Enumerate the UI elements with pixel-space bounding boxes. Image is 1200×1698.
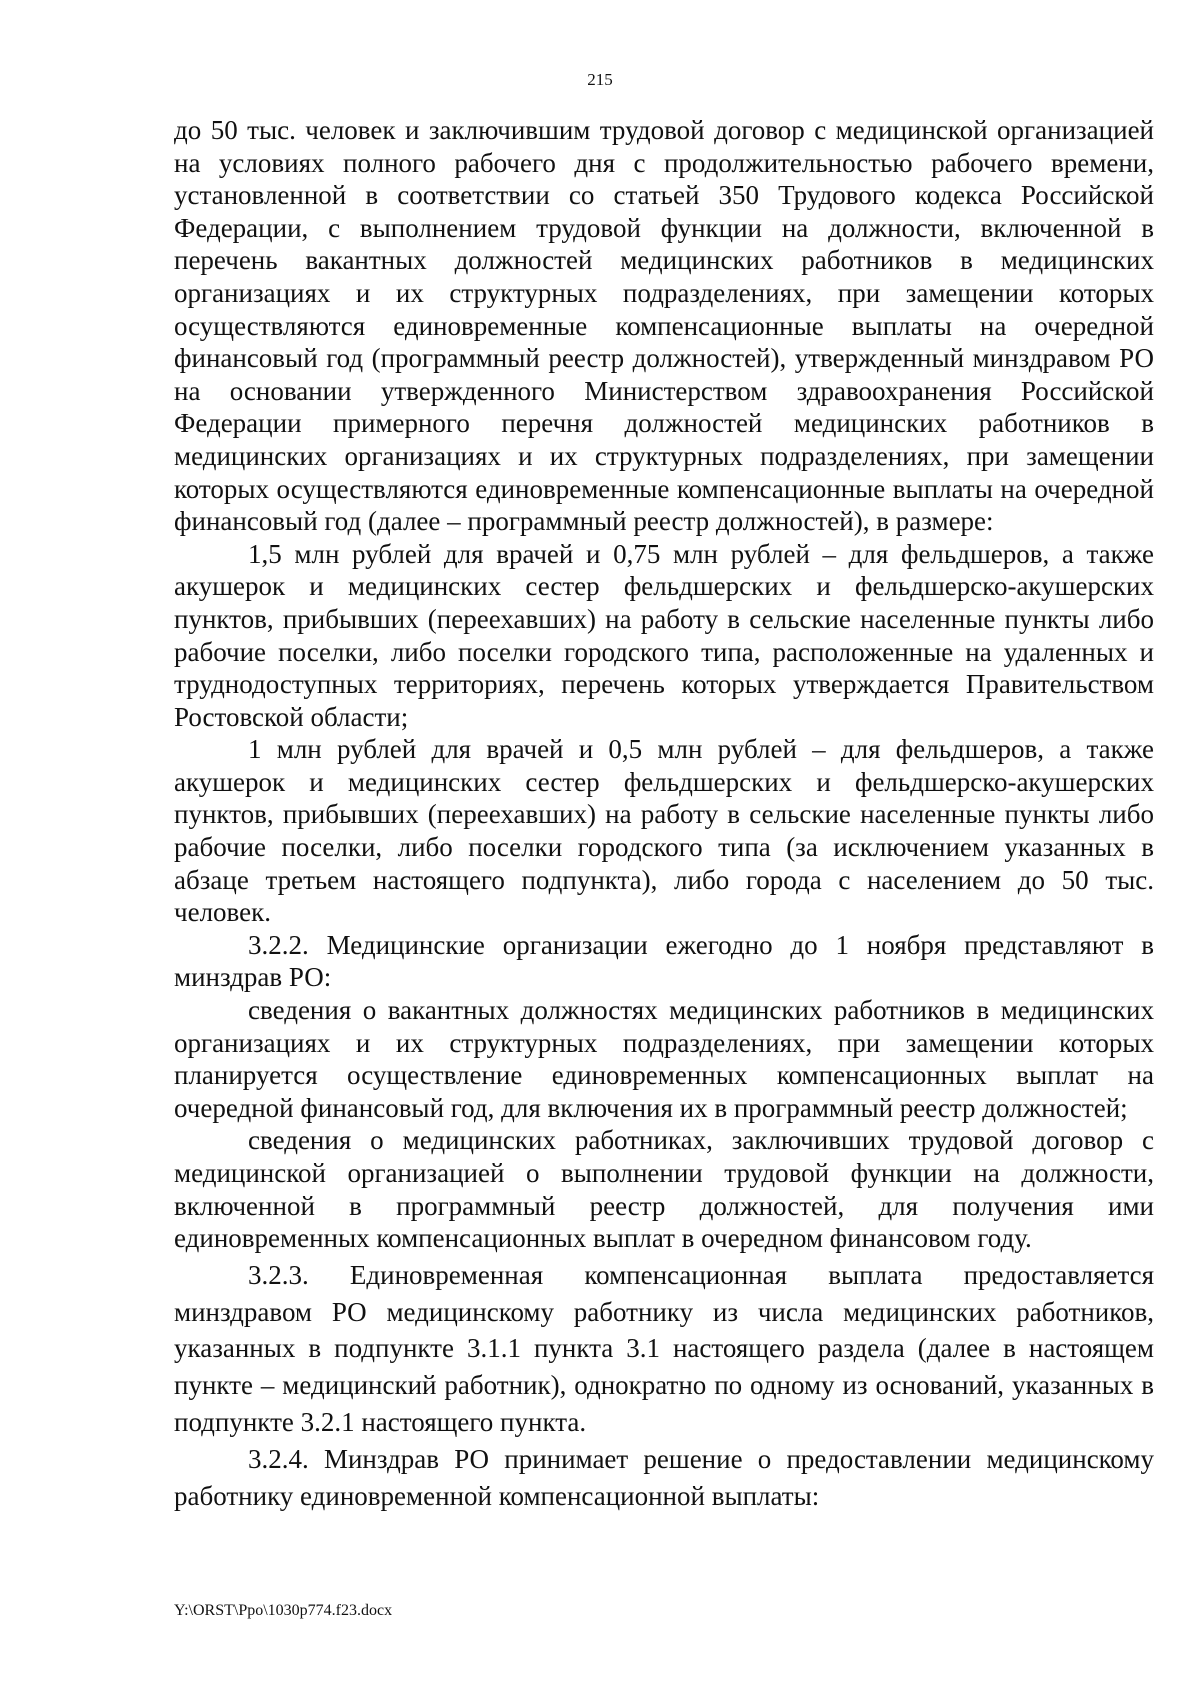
- page-number: 215: [587, 70, 613, 89]
- paragraph-vacancy-info: сведения о вакантных должностях медицинских работников в медицинских организациях и их структурных подразделениях, при замещении которых планируется осуществление единовременных компенсационных выплат на очередной финансовый год, для включения их в программный реестр должностей;: [174, 995, 1154, 1123]
- paragraph-continuation: до 50 тыс. человек и заключившим трудовой договор с медицинской организацией на условиях полного рабочего дня с продолжительностью рабочего времени, установленной в соответствии со статьей 350 Трудового кодекса Российской Федерации, с выполнением трудовой функции на должности, включенной в перечень вакантных должностей медицинских работников в медицинских организациях и их структурных подразделениях, при замещении которых осуществляются единовременные компенсационные выплаты на очередной финансовый год (программный реестр должностей), утвержденный минздравом РО на основании утвержденного Министерством здравоохранения Российской Федерации примерного перечня должностей медицинских работников в медицинских организациях и их структурных подразделениях, при замещении которых осуществляются единовременные компенсационные выплаты на очередной финансовый год (далее – программный реестр должностей), в размере:: [174, 115, 1154, 537]
- footer-file-path: Y:\ORST\Ppo\1030p774.f23.docx: [174, 1602, 393, 1619]
- paragraph-3-2-3: 3.2.3. Единовременная компенсационная выплата предоставляется минздравом РО медицинскому работнику из числа медицинских работников, указанных в подпункте 3.1.1 пункта 3.1 настоящего раздела (далее в настоящем пункте – медицинский работник), однократно по одному из оснований, указанных в подпункте 3.2.1 настоящего пункта.: [174, 1259, 1154, 1437]
- paragraph-3-2-2: 3.2.2. Медицинские организации ежегодно до 1 ноября представляют в минздрав РО:: [174, 929, 1154, 993]
- document-body: [174, 114, 1154, 1514]
- paragraph-payment-remote-territories: 1,5 млн рублей для врачей и 0,75 млн рублей – для фельдшеров, а также акушерок и медицинских сестер фельдшерских и фельдшерско-акушерских пунктов, прибывших (переехавших) на работу в сельские населенные пункты либо рабочие поселки, либо поселки городского типа, расположенные на удаленных и труднодоступных территориях, перечень которых утверждается Правительством Ростовской области;: [174, 538, 1154, 732]
- paragraph-payment-rural-settlements: 1 млн рублей для врачей и 0,5 млн рублей – для фельдшеров, а также акушерок и медицинских сестер фельдшерских и фельдшерско-акушерских пунктов, прибывших (переехавших) на работу в сельские населенные пункты либо рабочие поселки, либо поселки городского типа (за исключением указанных в абзаце третьем настоящего подпункта), либо города с населением до 50 тыс. человек.: [174, 734, 1154, 928]
- paragraph-worker-info: сведения о медицинских работниках, заключивших трудовой договор с медицинской организацией о выполнении трудовой функции на должности, включенной в программный реестр должностей, для получения ими единовременных компенсационных выплат в очередном финансовом году.: [174, 1125, 1154, 1254]
- paragraph-3-2-4: 3.2.4. Минздрав РО принимает решение о предоставлении медицинскому работнику единовременной компенсационной выплаты:: [174, 1443, 1154, 1511]
